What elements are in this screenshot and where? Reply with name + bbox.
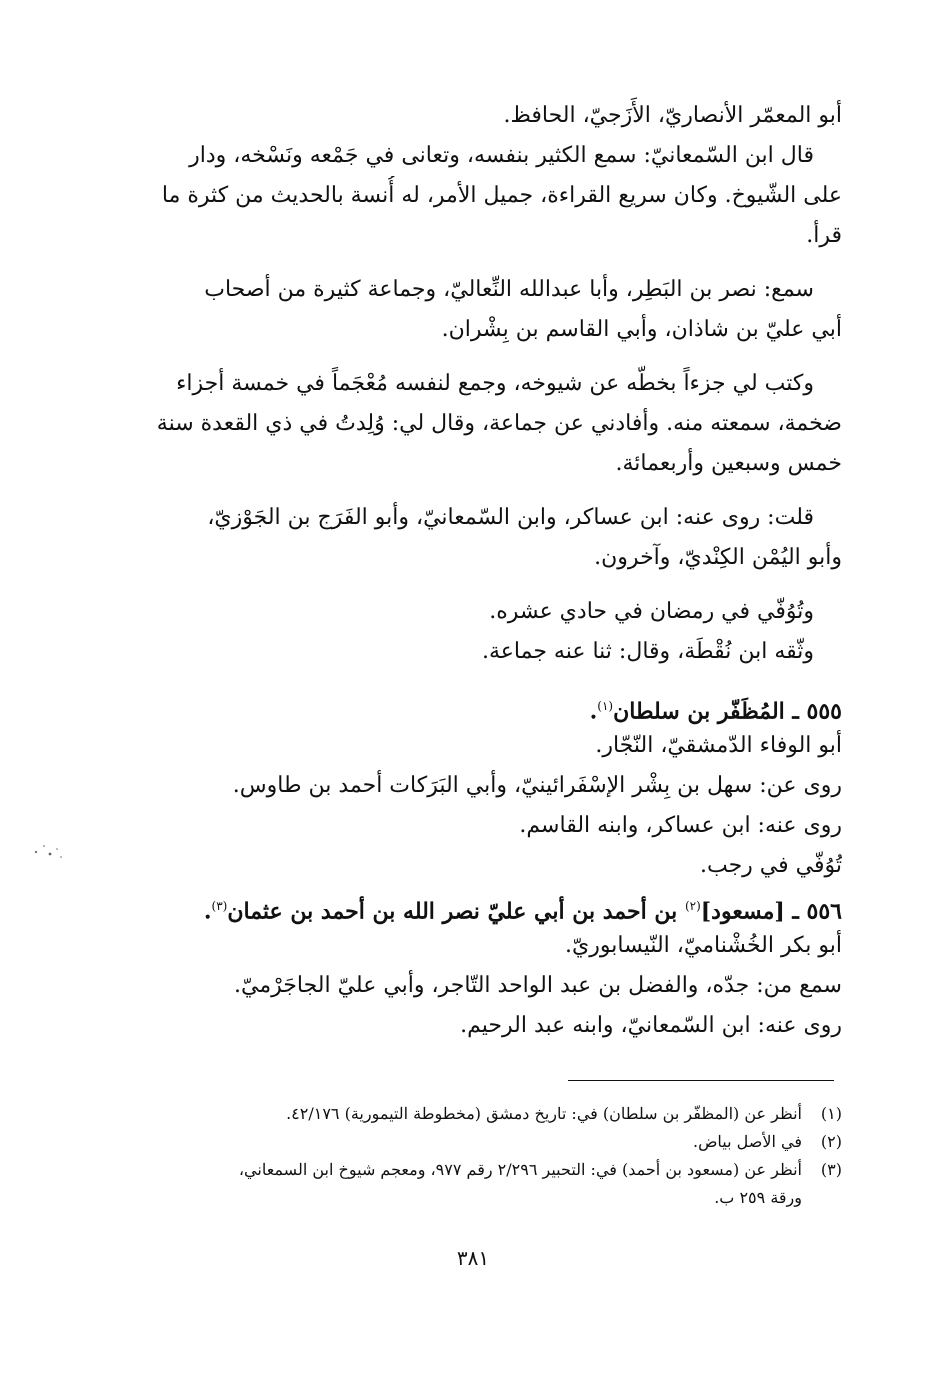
footnote-number: (٢) bbox=[820, 1132, 842, 1151]
text-line: روى عن: سهل بن بِشْر الإسْفَرائينيّ، وأبي البَرَكات أحمد بن طاوس. bbox=[232, 773, 842, 798]
text-line: روى عنه: ابن السّمعانيّ، وابنه عبد الرحيم. bbox=[460, 1013, 842, 1038]
note-mark: (٢) bbox=[684, 899, 701, 913]
text-line: سمع من: جدّه، والفضل بن عبد الواحد التّاجر، وأبي عليّ الجاجَرْميّ. bbox=[234, 973, 842, 998]
text-line: أبي عليّ بن شاذان، وأبي القاسم بن بِشْران. bbox=[441, 317, 842, 342]
text-line: أبو الوفاء الدّمشقيّ، النّجّار. bbox=[595, 733, 842, 758]
footnote-item bbox=[150, 1156, 842, 1184]
footnote-text: في الأصل بياض. bbox=[692, 1132, 802, 1151]
entry-title: ٥٥٦ ـ [مسعود] bbox=[700, 898, 842, 925]
entry-heading-556: ٥٥٦ ـ [مسعود]$^{(٢)}$ بن أحمد بن أبي عليّ نصر الله بن أحمد بن عثمان$^{(٣)}$. bbox=[203, 898, 842, 925]
text-line: وكتب لي جزءاً بخطّه عن شيوخه، وجمع لنفسه مُعْجَماً في خمسة أجزاء bbox=[176, 371, 814, 396]
text-line: وتُوُفّي في رمضان في حادي عشره. bbox=[489, 599, 814, 624]
text-line: أبو بكر الخُشْناميّ، النّيسابوريّ. bbox=[565, 933, 842, 958]
text-line: أبو المعمّر الأنصاريّ، الأَزَجيّ، الحافظ. bbox=[503, 103, 842, 128]
text-line: روى عنه: ابن عساكر، وابنه القاسم. bbox=[519, 813, 842, 838]
footnote-number: (١) bbox=[820, 1104, 842, 1123]
text-line: على الشّيوخ. وكان سريع القراءة، جميل الأمر، له أُنسة بالحديث من كثرة ما bbox=[161, 183, 842, 208]
entry-title-rest: بن أحمد بن أبي عليّ نصر الله بن أحمد بن عثمان bbox=[227, 898, 678, 925]
note-mark: (١) bbox=[597, 699, 614, 713]
text-line: قرأ. bbox=[806, 223, 842, 248]
footnote-item bbox=[150, 1128, 842, 1156]
note-mark: (٣) bbox=[211, 899, 228, 913]
text-line: خمس وسبعين وأربعمائة. bbox=[615, 451, 842, 476]
text-line: قلت: روى عنه: ابن عساكر، وابن السّمعانيّ، وأبو الفَرَج بن الجَوْزيّ، bbox=[207, 505, 814, 530]
text-line: ضخمة، سمعته منه. وأفادني عن جماعة، وقال لي: وُلِدتُ في ذي القعدة سنة bbox=[156, 411, 842, 436]
page-number: ٣٨١ bbox=[456, 1246, 490, 1270]
footnote-text: أنظر عن (المظفّر بن سلطان) في: تاريخ دمشق (مخطوطة التيمورية) ٤٢/١٧٦. bbox=[286, 1104, 802, 1123]
text-line: قال ابن السّمعانيّ: سمع الكثير بنفسه، وتعانى في جَمْعه ونَسْخه، ودار bbox=[189, 143, 814, 168]
text-line: سمع: نصر بن البَطِر، وأبا عبدالله النِّعاليّ، وجماعة كثيرة من أصحاب bbox=[204, 277, 814, 302]
text-line: وأبو اليُمْن الكِنْديّ، وآخرون. bbox=[594, 545, 842, 570]
entry-title: ٥٥٥ ـ المُظَفّر بن سلطان bbox=[613, 698, 842, 725]
footnote-item bbox=[150, 1100, 842, 1128]
text-line: وثّقه ابن نُقْطَة، وقال: ثنا عنه جماعة. bbox=[481, 639, 814, 664]
scan-speck bbox=[30, 838, 66, 864]
text-line: تُوُفّي في رجب. bbox=[699, 853, 842, 878]
main-text bbox=[120, 96, 842, 1046]
footnote-divider bbox=[568, 1080, 834, 1081]
footnote-number: (٣) bbox=[820, 1160, 842, 1179]
footnote-continuation: ورقة ٢٥٩ ب. bbox=[714, 1188, 802, 1207]
footnote-text: أنظر عن (مسعود بن أحمد) في: التحبير ٢/٢٩٦ رقم ٩٧٧، ومعجم شيوخ ابن السمعاني، bbox=[238, 1160, 802, 1179]
entry-heading-555: ٥٥٥ ـ المُظَفّر بن سلطان$^{(١)}$. bbox=[589, 698, 842, 725]
footnotes bbox=[150, 1100, 842, 1212]
